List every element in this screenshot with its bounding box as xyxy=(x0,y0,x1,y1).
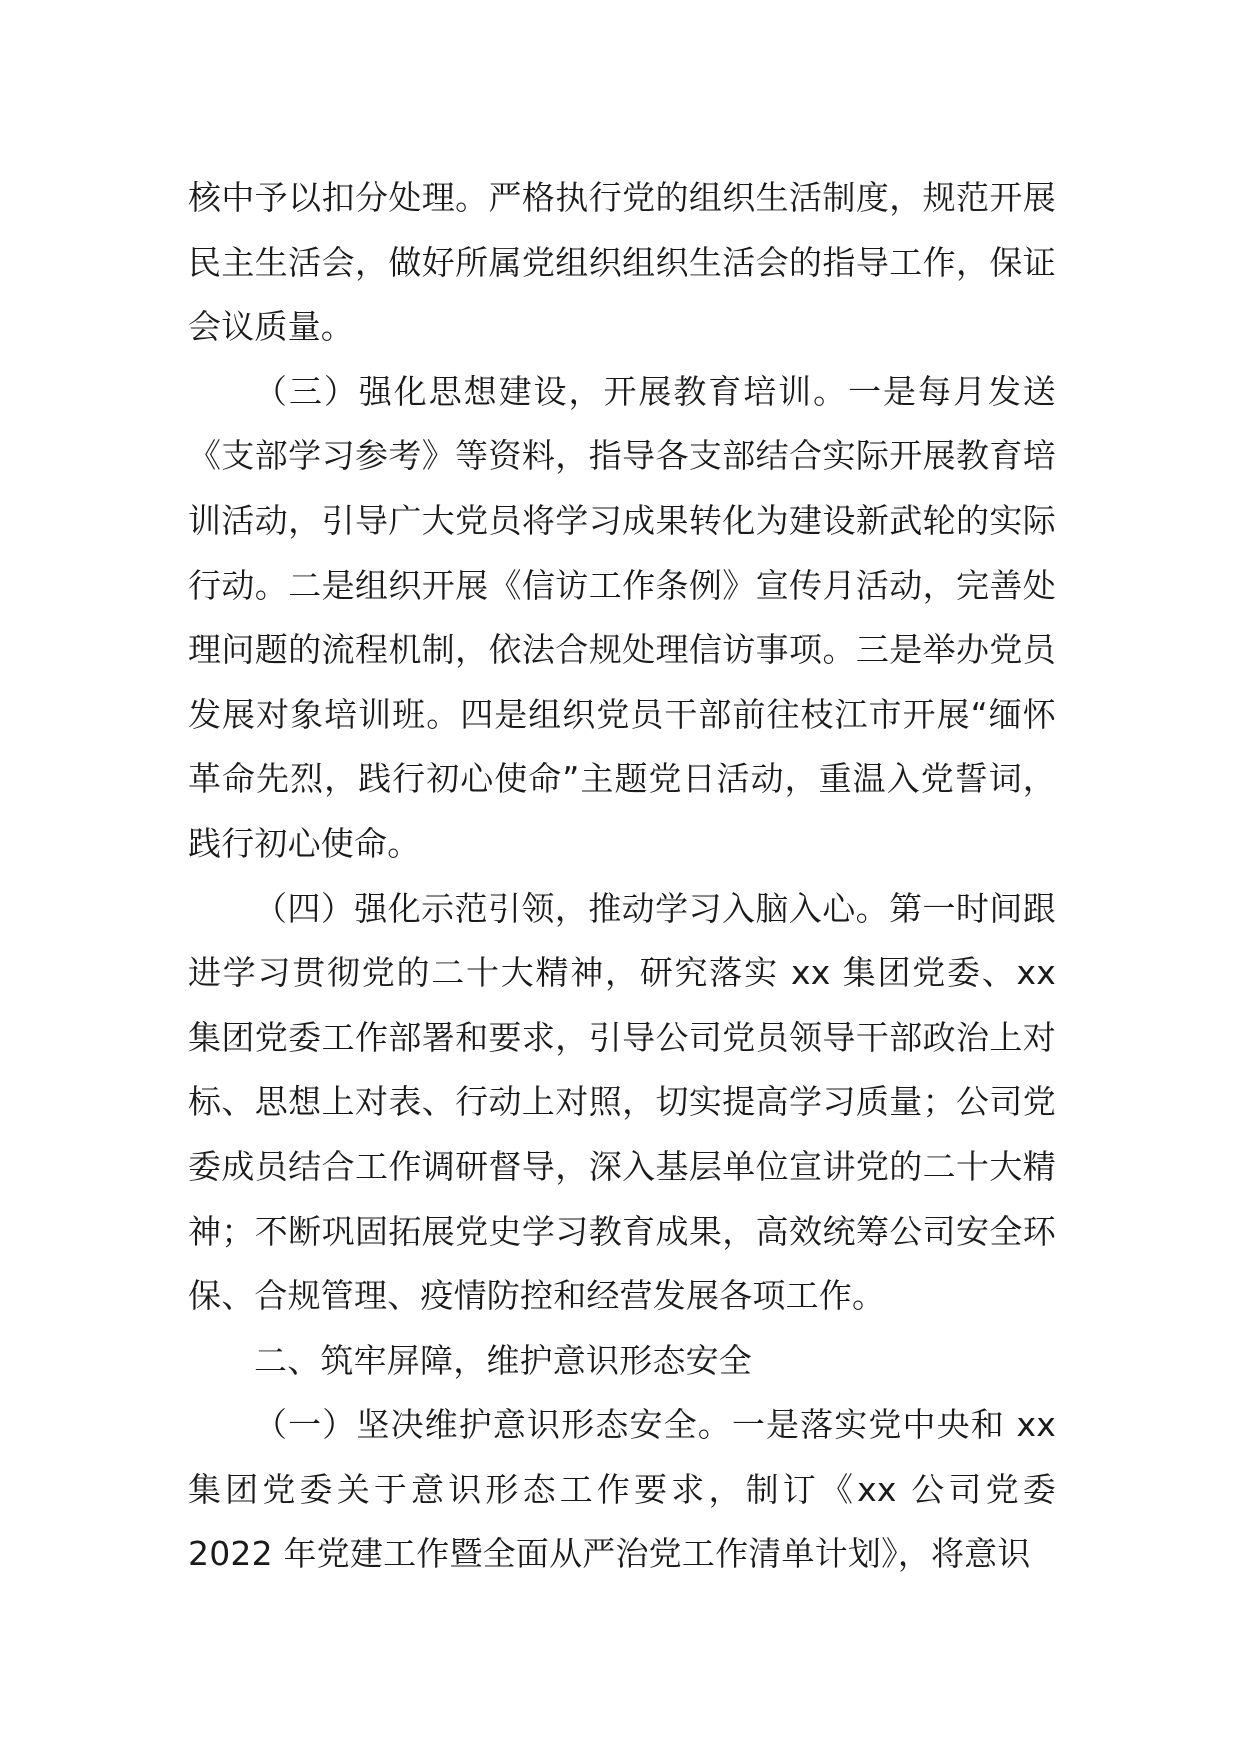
paragraph-section-3: （三）强化思想建设，开展教育培训。一是每月发送《支部学习参考》等资料，指导各支部结合实际开展教育培训活动，引导广大党员将学习成果转化为建设新武轮的实际行动。二是组织开展《信访工作条例》宣传月活动，完善处理问题的流程机制，依法合规处理信访事项。三是举办党员发展对象培训班。四是组织党员干部前往枝江市开展“缅怀革命先烈，践行初心使命”主题党日活动，重温入党誓词，践行初心使命。 xyxy=(188,371,1056,863)
document-body xyxy=(188,166,1056,1587)
section-heading-2: 二、筑牢屏障，维护意识形态安全 xyxy=(254,1340,752,1380)
paragraph-section-4: （四）强化示范引领，推动学习入脑入心。第一时间跟进学习贯彻党的二十大精神，研究落实 xx 集团党委、xx 集团党委工作部署和要求，引导公司党员领导干部政治上对标、思想上对表、行动上对照，切实提高学习质量；公司党委成员结合工作调研督导，深入基层单位宣讲党的二十大精神；不断巩固拓展党史学习教育成果，高效统筹公司安全环保、合规管理、疫情防控和经营发展各项工作。 xyxy=(188,888,1056,1316)
paragraph-continuation: 核中予以扣分处理。严格执行党的组织生活制度，规范开展民主生活会，做好所属党组织组织生活会的指导工作，保证会议质量。 xyxy=(188,178,1056,347)
paragraph-subsection-1: （一）坚决维护意识形态安全。一是落实党中央和 xx 集团党委关于意识形态工作要求，制订《xx 公司党委 2022 年党建工作暨全面从严治党工作清单计划》，将意识 xyxy=(188,1405,1056,1574)
